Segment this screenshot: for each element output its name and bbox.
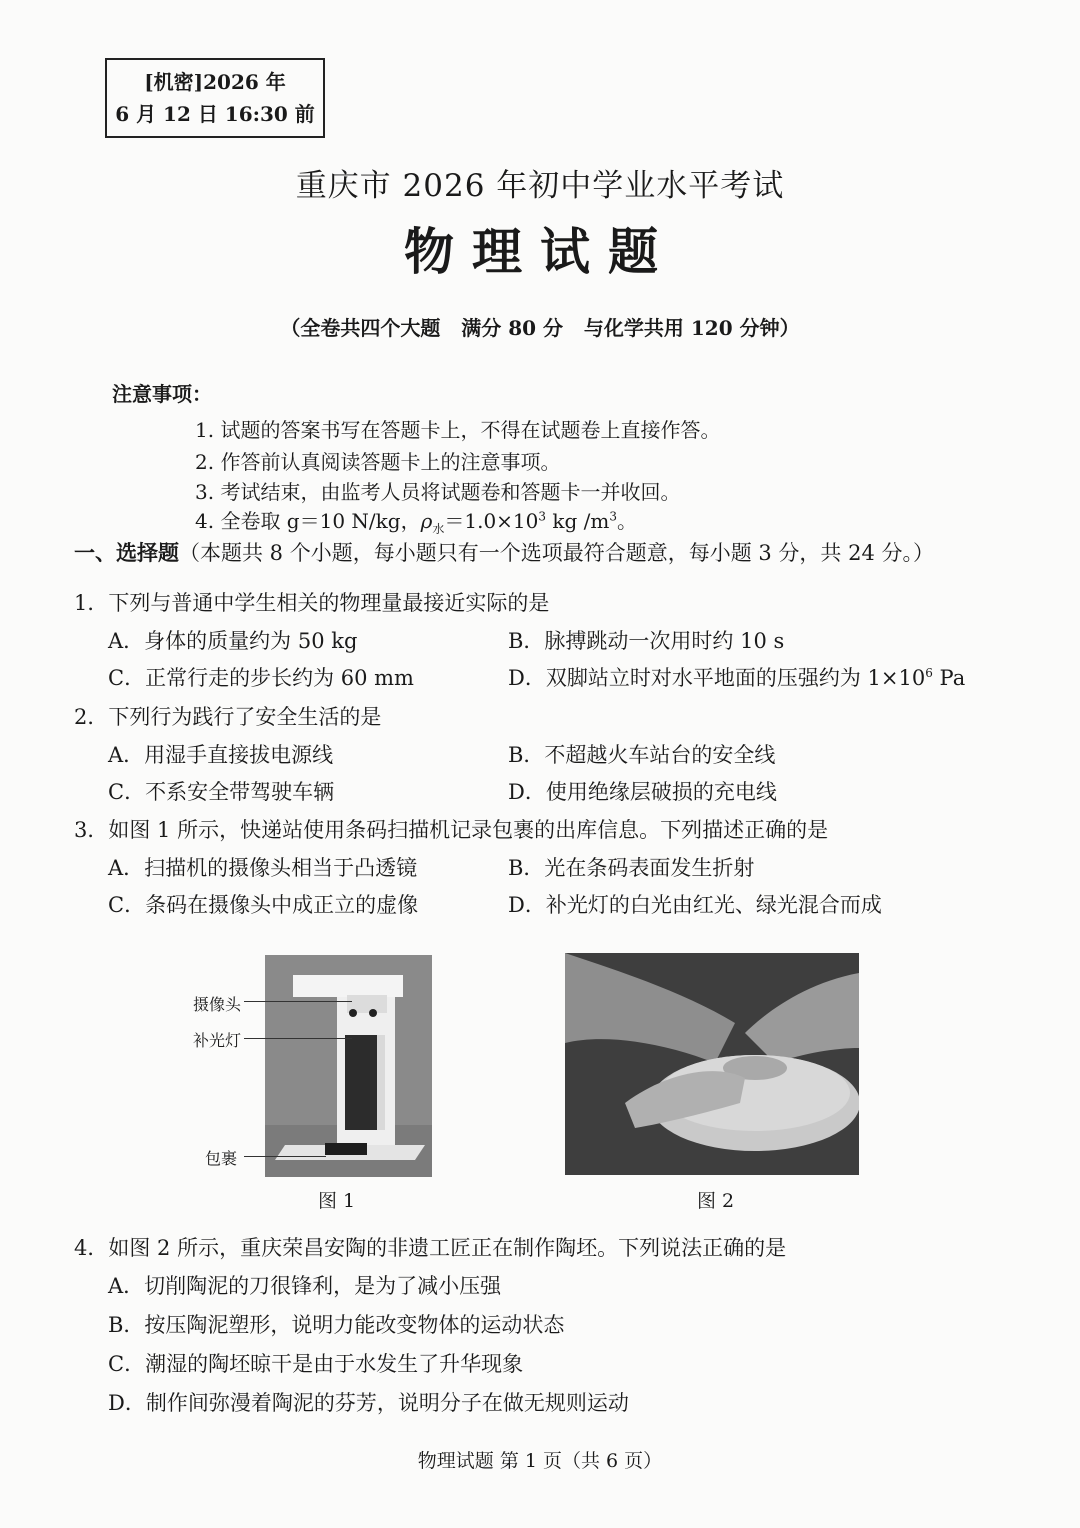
question-2-option-d: D．使用绝缘层破损的充电线 (508, 780, 777, 804)
density-value: ＝1.0×10 (444, 509, 539, 533)
camera-pointer-line (244, 1001, 352, 1002)
question-1-option-d (508, 662, 965, 692)
question-1-option-a: A．身体的质量约为 50 kg (108, 629, 358, 653)
question-2-option-c: C．不系安全带驾驶车辆 (108, 780, 335, 804)
density-exponent: 3 (538, 509, 547, 524)
figure-2-caption: 图 2 (697, 1190, 735, 1212)
question-1-stem: 1．下列与普通中学生相关的物理量最接近实际的是 (74, 591, 550, 615)
scanner-illustration (265, 955, 432, 1177)
figure-1-scanner-image (265, 955, 432, 1177)
figure-1-label-light: 补光灯 (193, 1031, 242, 1050)
confidential-line-1: [机密]2026 年 (144, 70, 286, 94)
subject-title: 物理试题 (404, 222, 676, 281)
question-1-option-d-unit: Pa (932, 666, 966, 690)
question-4-option-c: C．潮湿的陶坯晾干是由于水发生了升华现象 (108, 1352, 524, 1376)
question-1-option-c: C．正常行走的步长约为 60 mm (108, 666, 414, 690)
question-3-option-a: A．扫描机的摄像头相当于凸透镜 (108, 856, 418, 880)
pottery-illustration (565, 953, 859, 1175)
question-2-stem: 2．下列行为践行了安全生活的是 (74, 705, 382, 729)
exam-subtitle: （全卷共四个大题 满分 80 分 与化学共用 120 分钟） (280, 316, 800, 340)
rho-subscript: 水 (432, 522, 445, 536)
density-unit-exponent: 3 (609, 509, 617, 524)
rho-symbol: ρ (420, 509, 433, 533)
question-4-stem: 4．如图 2 所示，重庆荣昌安陶的非遗工匠正在制作陶坯。下列说法正确的是 (74, 1236, 787, 1260)
figure-1-caption: 图 1 (318, 1190, 356, 1212)
question-4-option-b: B．按压陶泥塑形，说明力能改变物体的运动状态 (108, 1313, 565, 1337)
question-2-option-b: B．不超越火车站台的安全线 (508, 743, 776, 767)
figure-1-label-package: 包裹 (205, 1149, 238, 1168)
question-2-option-a: A．用湿手直接拔电源线 (108, 743, 334, 767)
question-3-option-d: D．补光灯的白光由红光、绿光混合而成 (508, 893, 882, 917)
light-pointer-line (244, 1038, 352, 1039)
density-unit: kg /m (546, 509, 610, 533)
section-1-header (74, 537, 934, 567)
confidential-stamp-box (105, 58, 325, 138)
notice-item-1: 1. 试题的答案书写在答题卡上，不得在试题卷上直接作答。 (195, 418, 721, 442)
exam-title: 重庆市 2026 年初中学业水平考试 (295, 168, 785, 204)
question-4-option-d: D．制作间弥漫着陶泥的芬芳，说明分子在做无规则运动 (108, 1391, 629, 1415)
page-footer: 物理试题 第 1 页（共 6 页） (417, 1450, 663, 1472)
question-1-option-d-exp: 6 (925, 666, 933, 680)
question-3-stem: 3．如图 1 所示，快递站使用条码扫描机记录包裹的出库信息。下列描述正确的是 (74, 818, 829, 842)
section-1-desc: （本题共 8 个小题，每小题只有一个选项最符合题意，每小题 3 分，共 24 分。） (179, 541, 934, 565)
notice-item-4 (195, 505, 637, 537)
section-1-title: 一、选择题 (74, 540, 179, 565)
notice-item-4-text: 4. 全卷取 g＝10 N/kg， (195, 509, 421, 533)
package-pointer-line (244, 1156, 326, 1157)
figure-1-label-camera: 摄像头 (193, 995, 242, 1014)
figure-2-pottery-image (565, 953, 859, 1175)
notice-heading: 注意事项： (112, 382, 212, 406)
notice-item-2: 2. 作答前认真阅读答题卡上的注意事项。 (195, 450, 561, 474)
question-4-option-a: A．切削陶泥的刀很锋利，是为了减小压强 (108, 1274, 502, 1298)
question-1-option-b: B．脉搏跳动一次用时约 10 s (508, 629, 785, 653)
question-1-option-d-text: D．双脚站立时对水平地面的压强约为 1×10 (508, 666, 926, 690)
confidential-line-2: 6 月 12 日 16:30 前 (115, 102, 315, 126)
question-3-option-c: C．条码在摄像头中成正立的虚像 (108, 893, 419, 917)
notice-item-4-end: 。 (617, 509, 637, 533)
notice-item-3: 3. 考试结束，由监考人员将试题卷和答题卡一并收回。 (195, 480, 681, 504)
question-3-option-b: B．光在条码表面发生折射 (508, 856, 755, 880)
